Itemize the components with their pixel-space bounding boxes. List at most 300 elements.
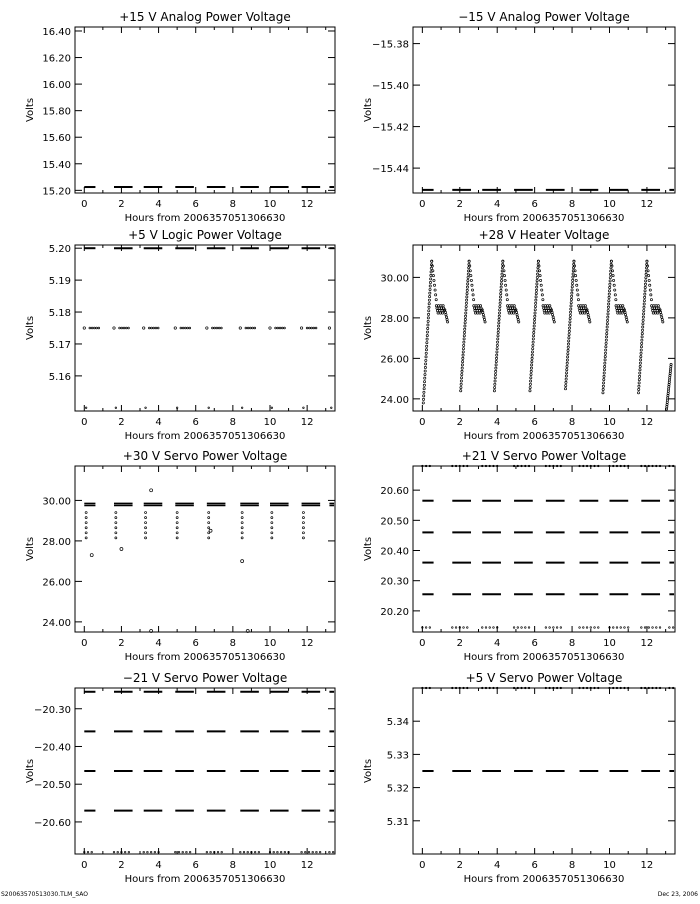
- data-point: [422, 398, 424, 400]
- data-point: [495, 357, 497, 359]
- data-point: [642, 326, 644, 328]
- x-tick-label: 4: [494, 417, 501, 428]
- data-point: [284, 851, 286, 853]
- data-point: [277, 327, 279, 329]
- data-point: [312, 851, 314, 853]
- data-point: [241, 512, 243, 514]
- data-point: [187, 327, 189, 329]
- data-point: [531, 357, 533, 359]
- y-tick-label: 28.00: [42, 536, 71, 548]
- data-point: [467, 276, 469, 278]
- data-point: [503, 270, 505, 272]
- data-point: [668, 381, 670, 383]
- data-point: [271, 532, 273, 534]
- data-point: [445, 314, 447, 316]
- data-point: [425, 356, 427, 358]
- data-point: [536, 273, 538, 275]
- y-tick-label: 20.60: [380, 486, 409, 498]
- data-point: [115, 517, 117, 519]
- x-tick-label: 4: [155, 417, 162, 428]
- data-point: [572, 273, 574, 275]
- data-point: [208, 527, 210, 529]
- y-tick-label: 26.00: [42, 577, 71, 589]
- data-point: [425, 352, 427, 354]
- data-point: [638, 382, 640, 384]
- data-point: [85, 522, 87, 524]
- data-point: [588, 316, 590, 318]
- data-point: [499, 296, 501, 298]
- data-point: [570, 308, 572, 310]
- data-point: [620, 307, 622, 309]
- data-point: [655, 627, 657, 629]
- data-point: [537, 260, 539, 262]
- data-point: [475, 305, 477, 307]
- data-point: [221, 851, 223, 853]
- data-point: [565, 384, 567, 386]
- data-point: [531, 361, 533, 363]
- data-point: [445, 316, 447, 318]
- data-point: [507, 307, 509, 309]
- data-point: [545, 307, 547, 309]
- y-tick-label: 24.00: [380, 394, 409, 406]
- data-point: [506, 305, 508, 307]
- chart-title: −15 V Analog Power Voltage: [458, 10, 630, 24]
- data-point: [624, 311, 626, 313]
- y-tick-label: −20.40: [33, 742, 71, 754]
- data-point: [620, 627, 622, 629]
- data-point: [91, 327, 93, 329]
- y-tick-label: −20.50: [33, 780, 71, 792]
- data-point: [641, 336, 643, 338]
- data-point: [667, 392, 669, 394]
- data-point: [489, 627, 491, 629]
- data-point: [582, 305, 584, 307]
- data-point: [529, 390, 531, 392]
- data-point: [648, 279, 650, 281]
- data-point: [535, 302, 537, 304]
- data-point: [517, 316, 519, 318]
- data-point: [467, 283, 469, 285]
- data-point: [500, 289, 502, 291]
- data-point: [640, 349, 642, 351]
- data-point: [643, 309, 645, 311]
- data-point: [87, 851, 89, 853]
- data-point: [614, 289, 616, 291]
- data-point: [241, 560, 244, 563]
- x-tick-label: 6: [531, 417, 538, 428]
- y-tick-label: 30.00: [380, 273, 409, 285]
- data-point: [113, 851, 115, 853]
- data-point: [477, 312, 479, 314]
- plot-frame: [413, 466, 675, 632]
- x-tick-label: 6: [192, 860, 199, 871]
- data-point: [597, 627, 599, 629]
- data-point: [218, 327, 220, 329]
- data-point: [485, 627, 487, 629]
- data-point: [243, 851, 245, 853]
- data-point: [567, 356, 569, 358]
- y-tick-label: 15.80: [42, 106, 71, 118]
- data-point: [603, 375, 605, 377]
- data-point: [571, 282, 573, 284]
- data-point: [497, 328, 499, 330]
- data-point: [271, 512, 273, 514]
- data-point: [424, 366, 426, 368]
- x-tick-label: 4: [494, 860, 501, 871]
- chart-title: +21 V Servo Power Voltage: [461, 449, 627, 463]
- plot-frame: [413, 27, 675, 193]
- data-point: [316, 851, 318, 853]
- y-tick-label: −20.30: [33, 704, 71, 716]
- data-point: [483, 318, 485, 320]
- y-axis-label: Volts: [363, 758, 374, 784]
- data-point: [275, 327, 277, 329]
- data-point: [209, 529, 212, 532]
- data-point: [575, 279, 577, 281]
- data-point: [424, 370, 426, 372]
- data-point: [143, 327, 145, 329]
- data-point: [611, 270, 613, 272]
- x-tick-label: 0: [419, 638, 426, 649]
- data-point: [606, 326, 608, 328]
- data-point: [494, 380, 496, 382]
- data-point: [642, 316, 644, 318]
- data-point: [644, 283, 646, 285]
- data-point: [302, 522, 304, 524]
- data-point: [669, 370, 671, 372]
- x-tick-label: 6: [192, 638, 199, 649]
- data-point: [569, 324, 571, 326]
- data-point: [547, 307, 549, 309]
- data-point: [427, 320, 429, 322]
- y-tick-label: −15.44: [371, 164, 409, 176]
- data-points: [422, 260, 672, 410]
- data-point: [609, 280, 611, 282]
- data-point: [667, 390, 669, 392]
- data-point: [532, 338, 534, 340]
- data-point: [669, 627, 671, 629]
- data-point: [641, 332, 643, 334]
- data-point: [655, 305, 657, 307]
- data-point: [644, 290, 646, 292]
- data-point: [220, 327, 222, 329]
- data-point: [534, 309, 536, 311]
- data-point: [650, 299, 652, 301]
- data-point: [143, 851, 145, 853]
- data-point: [549, 305, 551, 307]
- data-point: [496, 341, 498, 343]
- data-point: [425, 349, 427, 351]
- data-point: [254, 851, 256, 853]
- data-point: [271, 517, 273, 519]
- data-point: [155, 327, 157, 329]
- y-tick-label: 15.40: [42, 159, 71, 171]
- data-point: [531, 364, 533, 366]
- data-point: [470, 275, 472, 277]
- data-point: [641, 329, 643, 331]
- data-point: [463, 627, 465, 629]
- data-point: [548, 312, 550, 314]
- data-point: [463, 344, 465, 346]
- data-point: [602, 388, 604, 390]
- data-point: [513, 305, 515, 307]
- data-point: [535, 296, 537, 298]
- data-point: [532, 341, 534, 343]
- data-point: [208, 517, 210, 519]
- data-point: [495, 370, 497, 372]
- data-point: [574, 270, 576, 272]
- data-point: [426, 334, 428, 336]
- chart-title: +5 V Servo Power Voltage: [465, 671, 623, 685]
- data-point: [649, 284, 651, 286]
- data-point: [546, 312, 548, 314]
- data-point: [576, 284, 578, 286]
- data-point: [529, 383, 531, 385]
- data-point: [571, 292, 573, 294]
- data-point: [429, 288, 431, 290]
- y-tick-label: 16.40: [42, 26, 71, 38]
- y-tick-label: 20.50: [380, 516, 409, 528]
- data-point: [543, 309, 545, 311]
- data-point: [212, 327, 214, 329]
- data-point: [464, 322, 466, 324]
- data-point: [115, 532, 117, 534]
- data-point: [436, 309, 438, 311]
- data-point: [464, 315, 466, 317]
- data-point: [569, 314, 571, 316]
- data-point: [254, 327, 256, 329]
- data-point: [441, 309, 443, 311]
- data-point: [498, 312, 500, 314]
- data-point: [319, 851, 321, 853]
- data-point: [667, 395, 669, 397]
- data-point: [613, 284, 615, 286]
- data-point: [640, 355, 642, 357]
- data-point: [466, 289, 468, 291]
- data-point: [500, 286, 502, 288]
- data-point: [616, 307, 618, 309]
- y-tick-label: 26.00: [380, 354, 409, 366]
- data-point: [436, 307, 438, 309]
- data-point: [625, 316, 627, 318]
- data-point: [662, 321, 664, 323]
- data-point: [608, 293, 610, 295]
- data-point: [603, 372, 605, 374]
- data-point: [145, 517, 147, 519]
- data-point: [644, 627, 646, 629]
- data-point: [484, 321, 486, 323]
- data-point: [245, 327, 247, 329]
- x-tick-label: 6: [192, 199, 199, 210]
- data-point: [577, 299, 579, 301]
- x-axis-label: Hours from 2006357051306630: [463, 652, 625, 663]
- data-point: [281, 327, 283, 329]
- data-point: [639, 372, 641, 374]
- data-point: [303, 407, 305, 409]
- y-tick-label: 16.00: [42, 80, 71, 92]
- data-point: [89, 327, 91, 329]
- data-point: [665, 408, 667, 410]
- data-point: [651, 307, 653, 309]
- data-point: [431, 260, 433, 262]
- data-point: [150, 489, 153, 492]
- data-point: [495, 361, 497, 363]
- data-point: [174, 327, 176, 329]
- y-tick-label: 5.34: [386, 717, 409, 729]
- data-point: [464, 325, 466, 327]
- data-points: [422, 687, 675, 771]
- data-point: [649, 289, 651, 291]
- data-point: [216, 327, 218, 329]
- data-point: [239, 851, 241, 853]
- data-point: [313, 327, 315, 329]
- data-point: [466, 286, 468, 288]
- data-point: [666, 406, 668, 408]
- data-point: [93, 327, 95, 329]
- data-point: [494, 377, 496, 379]
- data-point: [532, 335, 534, 337]
- data-point: [668, 386, 670, 388]
- data-point: [478, 309, 480, 311]
- data-point: [241, 532, 243, 534]
- data-point: [460, 390, 462, 392]
- data-point: [652, 627, 654, 629]
- data-point: [572, 276, 574, 278]
- data-point: [552, 314, 554, 316]
- data-point: [499, 299, 501, 301]
- data-point: [476, 307, 478, 309]
- data-point: [659, 627, 661, 629]
- data-point: [530, 373, 532, 375]
- data-point: [568, 337, 570, 339]
- x-tick-label: 12: [300, 417, 314, 428]
- data-point: [542, 305, 544, 307]
- data-point: [608, 296, 610, 298]
- y-tick-label: 5.18: [48, 308, 71, 320]
- data-point: [653, 305, 655, 307]
- data-point: [440, 307, 442, 309]
- data-point: [556, 627, 558, 629]
- chart-panel-1: [25, 10, 335, 224]
- data-point: [493, 390, 495, 392]
- data-point: [428, 310, 430, 312]
- data-point: [528, 627, 530, 629]
- x-tick-label: 2: [118, 860, 125, 871]
- chart-panel-2: [363, 10, 675, 224]
- x-tick-label: 8: [568, 638, 576, 649]
- data-point: [565, 375, 567, 377]
- data-point: [645, 273, 647, 275]
- data-point: [608, 300, 610, 302]
- data-point: [423, 381, 425, 383]
- data-point: [616, 309, 618, 311]
- data-point: [643, 303, 645, 305]
- data-point: [500, 280, 502, 282]
- data-point: [584, 312, 586, 314]
- data-point: [506, 299, 508, 301]
- plot-frame: [75, 245, 335, 411]
- data-point: [241, 407, 243, 409]
- data-point: [578, 305, 580, 307]
- data-point: [176, 532, 178, 534]
- data-point: [442, 305, 444, 307]
- data-point: [667, 388, 669, 390]
- data-point: [145, 527, 147, 529]
- data-point: [639, 369, 641, 371]
- data-point: [422, 402, 424, 404]
- data-point: [505, 289, 507, 291]
- data-point: [536, 283, 538, 285]
- data-point: [594, 627, 596, 629]
- data-point: [568, 333, 570, 335]
- data-point: [151, 327, 153, 329]
- data-point: [501, 273, 503, 275]
- footer-date: Dec 23, 2006: [657, 891, 698, 898]
- data-point: [433, 284, 435, 286]
- data-point: [302, 527, 304, 529]
- y-tick-label: 5.16: [48, 371, 71, 383]
- data-point: [306, 327, 308, 329]
- data-point: [206, 327, 208, 329]
- data-point: [113, 327, 115, 329]
- data-point: [538, 270, 540, 272]
- y-tick-label: 5.31: [386, 816, 409, 828]
- data-point: [479, 305, 481, 307]
- data-point: [280, 851, 282, 853]
- data-point: [509, 307, 511, 309]
- data-point: [643, 306, 645, 308]
- data-point: [641, 339, 643, 341]
- data-point: [510, 312, 512, 314]
- data-point: [604, 352, 606, 354]
- data-point: [516, 314, 518, 316]
- data-point: [578, 307, 580, 309]
- data-point: [566, 362, 568, 364]
- x-tick-label: 2: [456, 199, 463, 210]
- data-point: [650, 294, 652, 296]
- data-point: [502, 265, 504, 267]
- x-tick-label: 10: [263, 417, 277, 428]
- data-point: [115, 537, 117, 539]
- data-point: [466, 627, 468, 629]
- data-point: [465, 312, 467, 314]
- data-point: [590, 627, 592, 629]
- data-point: [560, 627, 562, 629]
- data-point: [208, 537, 210, 539]
- data-point: [470, 279, 472, 281]
- x-tick-label: 0: [81, 860, 88, 871]
- data-point: [241, 522, 243, 524]
- data-point: [330, 407, 332, 409]
- data-point: [214, 327, 216, 329]
- data-point: [610, 260, 612, 262]
- data-point: [567, 353, 569, 355]
- data-point: [467, 273, 469, 275]
- data-point: [121, 327, 123, 329]
- data-point: [546, 305, 548, 307]
- data-point: [567, 349, 569, 351]
- data-point: [423, 384, 425, 386]
- data-point: [208, 407, 210, 409]
- x-tick-label: 8: [568, 199, 576, 210]
- data-point: [176, 407, 178, 409]
- data-point: [430, 278, 432, 280]
- data-point: [643, 300, 645, 302]
- data-point: [627, 627, 629, 629]
- data-point: [543, 307, 545, 309]
- data-point: [618, 309, 620, 311]
- data-point: [444, 311, 446, 313]
